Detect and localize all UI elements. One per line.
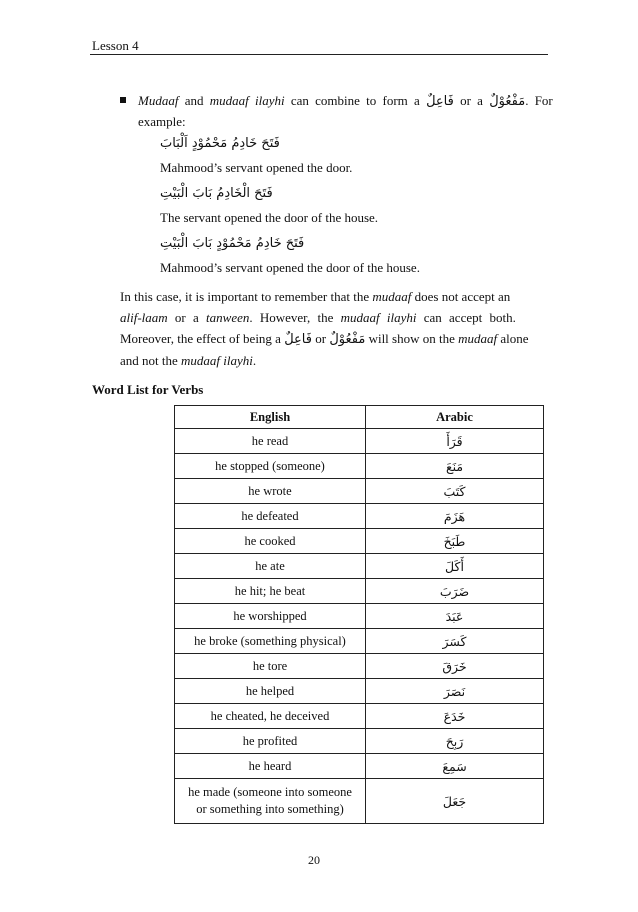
table-row <box>175 429 544 454</box>
english-cell: he broke (something physical) <box>175 629 366 654</box>
verb-word-table <box>174 405 544 824</box>
explanation-line <box>120 328 548 350</box>
arabic-cell: ضَرَبَ <box>366 579 544 604</box>
english-cell: he cooked <box>175 529 366 554</box>
english-cell: he helped <box>175 679 366 704</box>
arabic-cell: عَبَدَ <box>366 604 544 629</box>
arabic-cell: جَعَلَ <box>366 779 544 824</box>
arabic-cell: خَرَقَ <box>366 654 544 679</box>
text-fragment: or a <box>167 310 207 325</box>
arabic-cell: قَرَأَ <box>366 429 544 454</box>
section-title: Word List for Verbs <box>92 382 204 397</box>
english-cell: he stopped (someone) <box>175 454 366 479</box>
arabic-cell: نَصَرَ <box>366 679 544 704</box>
english-cell: he profited <box>175 729 366 754</box>
arabic-cell: خَدَعَ <box>366 704 544 729</box>
term-mudaaf: Mudaaf <box>138 93 179 108</box>
term-mudaaf: mudaaf <box>372 289 412 304</box>
table-row <box>175 554 544 579</box>
table-row <box>175 629 544 654</box>
arabic-cell: هَزَمَ <box>366 504 544 529</box>
explanation-paragraph <box>120 286 548 371</box>
term-mudaaf-ilayhi: mudaaf ilayhi <box>181 353 253 368</box>
text-fragment: and not the <box>120 353 182 368</box>
arabic-cell: مَنَعَ <box>366 454 544 479</box>
lesson-header: Lesson 4 <box>92 38 139 53</box>
example-1-translation: Mahmood’s servant opened the door. <box>160 160 353 175</box>
bullet-square-icon <box>120 97 126 103</box>
term-mudaaf-ilayhi: mudaaf ilayhi <box>340 310 417 325</box>
table-header-row <box>175 406 544 429</box>
term-alif-laam: alif-laam <box>120 310 168 325</box>
column-header-english: English <box>175 406 366 429</box>
text-fragment: can accept both. <box>416 310 516 325</box>
english-cell: he read <box>175 429 366 454</box>
explanation-line <box>120 286 548 307</box>
english-cell-line: he made (someone into someone <box>188 785 352 799</box>
text-fragment: does not accept an <box>411 289 511 304</box>
table-row <box>175 654 544 679</box>
term-tanween: tanween <box>206 310 250 325</box>
example-2-arabic: فَتَحَ الْخَادِمُ بَابَ الْبَيْتِ <box>160 186 273 201</box>
english-cell: he defeated <box>175 504 366 529</box>
text-fragment: . However, the <box>249 310 341 325</box>
table-row <box>175 579 544 604</box>
table-row <box>175 679 544 704</box>
example-3-translation: Mahmood’s servant opened the door of the house. <box>160 260 420 275</box>
text-fragment: Moreover, the effect of being a <box>120 331 285 346</box>
arabic-cell: طَبَخَ <box>366 529 544 554</box>
table-row <box>175 704 544 729</box>
page-number: 20 <box>308 853 320 867</box>
example-1-arabic: فَتَحَ خَادِمُ مَحْمُوْدٍ اَلْبَابَ <box>160 136 280 151</box>
english-cell: he ate <box>175 554 366 579</box>
arabic-cell: كَسَرَ <box>366 629 544 654</box>
example-lead: example: <box>138 114 186 129</box>
table-row <box>175 779 544 824</box>
text-fragment: . <box>252 353 257 368</box>
table-row <box>175 729 544 754</box>
english-cell: he tore <box>175 654 366 679</box>
table-row <box>175 504 544 529</box>
arabic-term-mafool: مَفْعُوْلٌ <box>329 332 366 347</box>
table-row <box>175 604 544 629</box>
text-fragment: alone <box>497 331 529 346</box>
english-cell-line: or something into something) <box>196 802 344 816</box>
term-mudaaf: mudaaf <box>458 331 498 346</box>
table-row <box>175 479 544 504</box>
text-fragment: or <box>311 331 330 346</box>
table-row <box>175 754 544 779</box>
arabic-cell: رَبِحَ <box>366 729 544 754</box>
table-row <box>175 529 544 554</box>
text-fragment: In this case, it is important to remember that the <box>120 289 373 304</box>
arabic-term-faail: فَاعِلٌ <box>284 332 312 347</box>
table-row <box>175 454 544 479</box>
english-cell: he hit; he beat <box>175 579 366 604</box>
header-rule <box>90 54 548 55</box>
example-2-translation: The servant opened the door of the house. <box>160 210 379 225</box>
text-fragment: . For <box>525 93 553 108</box>
arabic-term-mafool: مَفْعُوْلٌ <box>489 94 526 109</box>
text-fragment: can combine to form a <box>284 93 427 108</box>
arabic-cell: أَكَلَ <box>366 554 544 579</box>
column-header-arabic: Arabic <box>366 406 544 429</box>
english-cell: he worshipped <box>175 604 366 629</box>
text-fragment: or a <box>453 93 490 108</box>
english-cell: he wrote <box>175 479 366 504</box>
text-fragment: and <box>178 93 210 108</box>
english-cell: he heard <box>175 754 366 779</box>
arabic-cell: سَمِعَ <box>366 754 544 779</box>
example-3-arabic: فَتَحَ خَادِمُ مَحْمُوْدٍ بَابَ الْبَيْتِ <box>160 236 305 251</box>
explanation-line <box>120 307 548 328</box>
arabic-term-faail: فَاعِلٌ <box>426 94 454 109</box>
english-cell: he cheated, he deceived <box>175 704 366 729</box>
explanation-line <box>120 350 548 371</box>
bullet-paragraph <box>138 91 553 132</box>
text-fragment: will show on the <box>365 331 459 346</box>
english-cell <box>175 779 366 824</box>
arabic-cell: كَتَبَ <box>366 479 544 504</box>
term-mudaaf-ilayhi: mudaaf ilayhi <box>209 93 285 108</box>
